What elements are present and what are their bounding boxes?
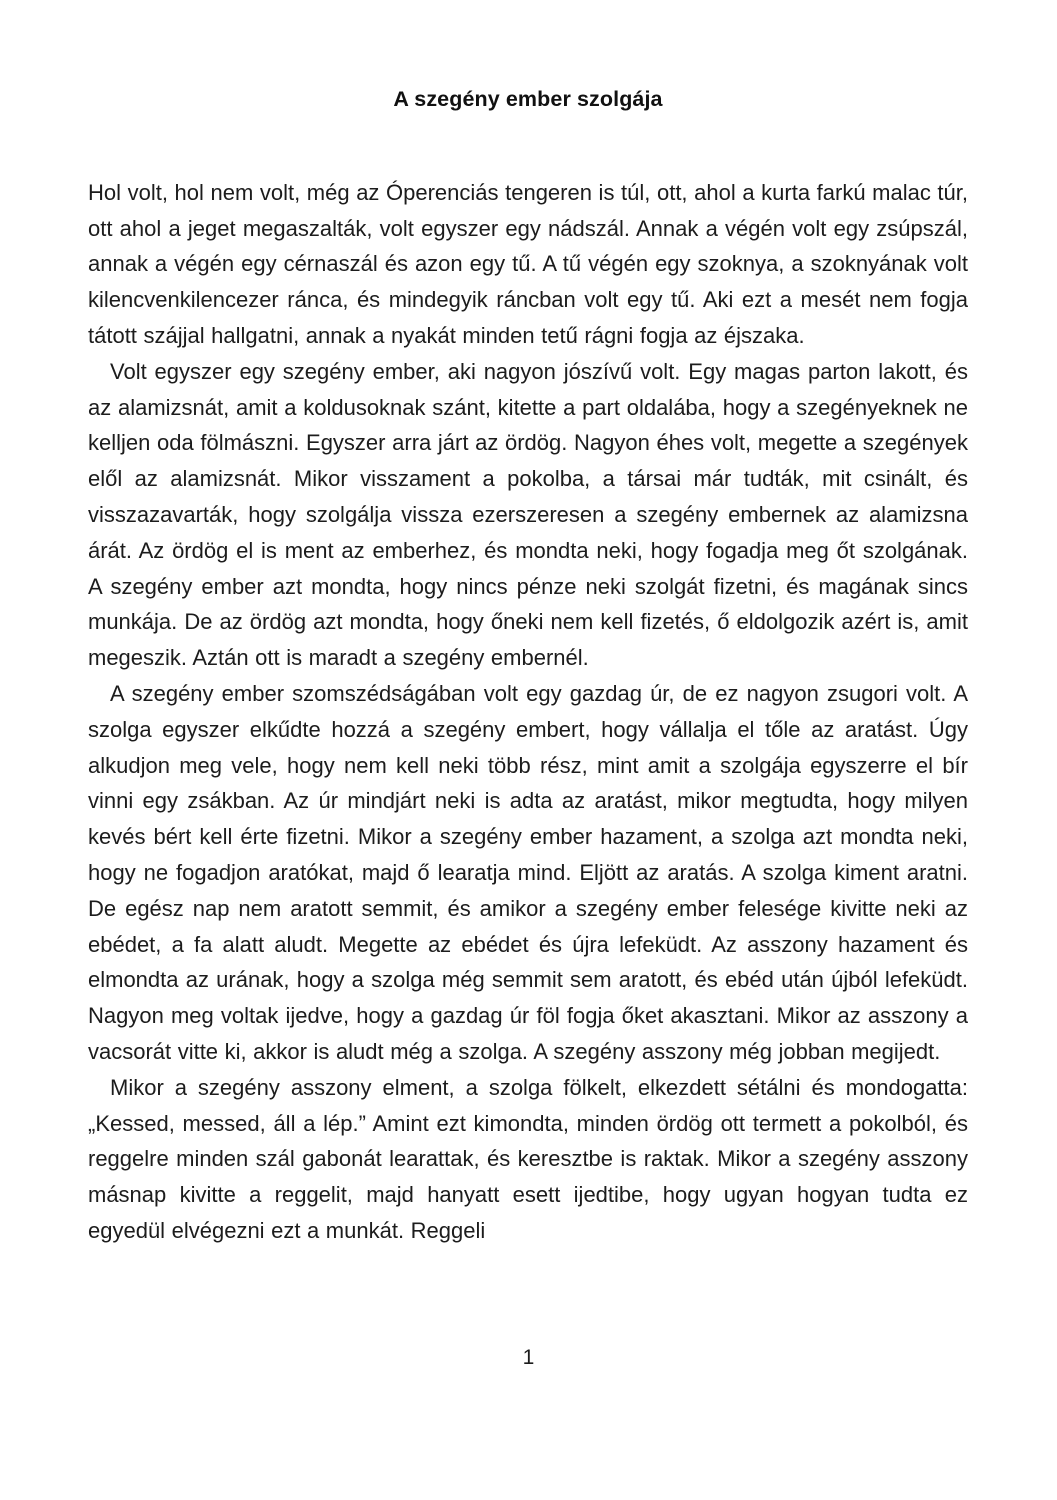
paragraph-4: Mikor a szegény asszony elment, a szolga fölkelt, elkezdett sétálni és mondogatta: „Kessed, messed, áll a lép.” Amint ezt kimondta, minden ördög ott termett a pokolból, és reggelre minden szál gabonát learattak, és keresztbe is raktak. Mikor a szegény asszony másnap kivitte a reggelit, majd hanyatt esett ijedtibe, hogy ugyan hogyan tudta ez egyedül elvégezni ezt a munkát. Reggeli	[88, 1074, 968, 1243]
page-content	[88, 0, 968, 1249]
paragraph-3: A szegény ember szomszédságában volt egy gazdag úr, de ez nagyon zsugori volt. A szolga egyszer elkűdte hozzá a szegény embert, hogy vállalja el tőle az aratást. Úgy alkudjon meg vele, hogy nem kell neki több rész, mint amit a szolgája egyszerre el bír vinni egy zsákban. Az úr mindjárt neki is adta az aratást, mikor megtudta, hogy milyen kevés bért kell érte fizetni. Mikor a szegény ember hazament, a szolga azt mondta neki, hogy ne fogadjon aratókat, majd ő learatja mind. Eljött az aratás. A szolga kiment aratni. De egész nap nem aratott semmit, és amikor a szegény ember felesége kivitte neki az ebédet, a fa alatt aludt. Megette az ebédet és újra lefeküdt. Az asszony hazament és elmondta az urának, hogy a szolga még semmit sem aratott, és ebéd után újból lefeküdt. Nagyon meg voltak ijedve, hogy a gazdag úr föl fogja őket akasztani. Mikor az asszony a vacsorát vitte ki, akkor is aludt még a szolga. A szegény asszony még jobban megijedt.	[88, 681, 968, 1064]
page-number: 1	[522, 1346, 535, 1369]
paragraph-1: Hol volt, hol nem volt, még az Óperenciás tengeren is túl, ott, ahol a kurta farkú malac túr, ott ahol a jeget megaszalták, volt egyszer egy nádszál. Annak a végén volt egy zsúpszál, annak a végén egy cérnaszál és azon egy tű. A tű végén egy szoknya, a szoknyának volt kilencvenkilencezer ránca, és mindegyik ráncban volt egy tű. Aki ezt a mesét nem fogja tátott szájjal hallgatni, annak a nyakát minden tetű rágni fogja az éjszaka.	[88, 179, 968, 349]
body-text-block	[88, 113, 968, 1249]
page-title: A szegény ember szolgája	[393, 87, 663, 111]
paragraph-2: Volt egyszer egy szegény ember, aki nagyon jószívű volt. Egy magas parton lakott, és az alamizsnát, amit a koldusoknak szánt, kitette a part oldalába, hogy a szegényeknek ne kelljen oda fölmászni. Egyszer arra járt az ördög. Nagyon éhes volt, megette a szegények elől az alamizsnát. Mikor visszament a pokolba, a társai már tudták, mit csinált, és visszazavarták, hogy szolgálja vissza ezerszeresen a szegény embernek az alamizsna árát. Az ördög el is ment az emberhez, és mondta neki, hogy fogadja meg őt szolgának. A szegény ember azt mondta, hogy nincs pénze neki szolgát fizetni, és magának sincs munkája. De az ördög azt mondta, hogy őneki nem kell fizetés, ő eldolgozik azért is, amit megeszik. Aztán ott is maradt a szegény embernél.	[88, 358, 968, 671]
